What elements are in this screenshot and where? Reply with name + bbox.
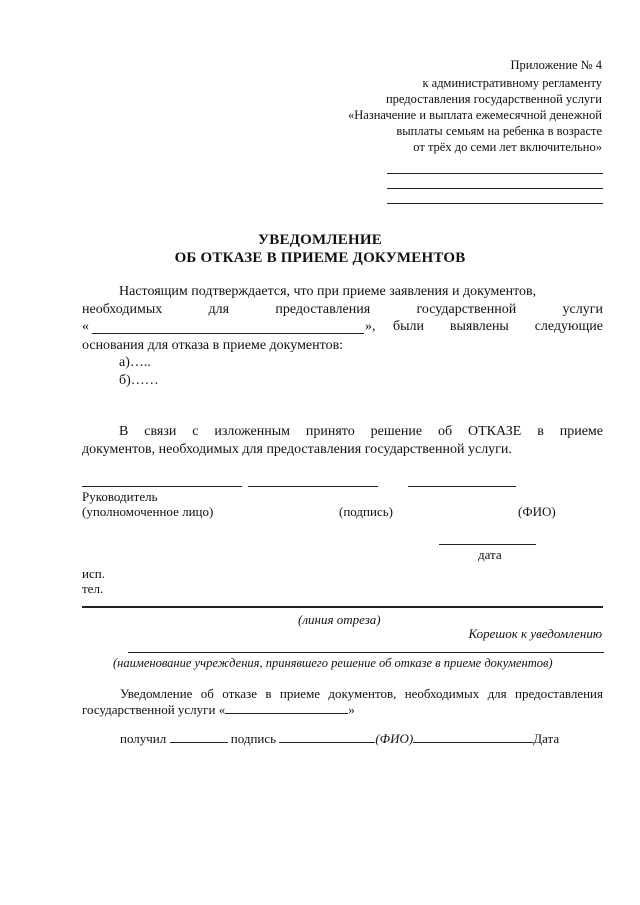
receipt-date-label: Дата <box>533 731 560 746</box>
signature-caption: (подпись) <box>339 504 393 519</box>
header-blank-line <box>387 203 603 204</box>
document-subtitle: ОБ ОТКАЗЕ В ПРИЕМЕ ДОКУМЕНТОВ <box>174 250 466 266</box>
reason-item-b: б)…… <box>119 373 159 388</box>
receipt-signature-label: подпись <box>230 731 277 746</box>
appendix-header <box>348 57 602 155</box>
body-word: услуги <box>562 302 603 317</box>
stub-service-prefix: государственной услуги « <box>82 702 226 717</box>
head-label: Руководитель <box>82 489 158 504</box>
appendix-ref-line: от трёх до семи лет включительно» <box>413 140 602 154</box>
appendix-ref-line: выплаты семьям на ребенка в возрасте <box>396 124 602 138</box>
appendix-ref-line: к административному регламенту <box>422 76 602 90</box>
body-line: основания для отказа в приеме документов: <box>82 338 344 353</box>
appendix-ref-line: «Назначение и выплата ежемесячной денежной <box>347 108 602 122</box>
executor-label: исп. <box>82 566 105 581</box>
service-name-blank <box>92 333 364 334</box>
quote-close: », <box>365 319 376 334</box>
receipt-signature-blank <box>279 732 375 743</box>
decision-line: В связи с изложенным принято решение об ОТКАЗЕ в приеме <box>119 424 603 439</box>
stub-notice-line: Уведомление об отказе в приеме документов, необходимых для предоставления <box>120 686 603 701</box>
receipt-fio-blank <box>413 732 533 743</box>
name-caption: (ФИО) <box>518 504 556 519</box>
head-signature-line <box>82 486 242 487</box>
decision-line: документов, необходимых для предоставления государственной услуги. <box>82 442 512 457</box>
body-word: необходимых <box>82 302 163 317</box>
body-word: государственной <box>416 302 517 317</box>
receipt-line <box>120 731 559 747</box>
institution-caption: (наименование учреждения, принявшего решение об отказе в приеме документов) <box>113 656 553 670</box>
stub-title: Корешок к уведомлению <box>468 626 602 641</box>
body-word: были <box>393 319 425 334</box>
body-line <box>82 301 603 319</box>
authorized-person-label: (уполномоченное лицо) <box>82 504 214 519</box>
name-line <box>408 486 516 487</box>
body-word: для <box>208 302 230 317</box>
receipt-fio-label: (ФИО) <box>375 731 414 746</box>
appendix-ref-line: предоставления государственной услуги <box>385 92 602 106</box>
header-blank-line <box>387 173 603 174</box>
phone-label: тел. <box>82 581 104 596</box>
received-label: получил <box>120 731 167 746</box>
cut-line-caption: (линия отреза) <box>298 612 381 627</box>
body-word: выявлены <box>449 319 509 334</box>
body-line: Настоящим подтверждается, что при приеме заявления и документов, <box>119 284 537 299</box>
appendix-number: Приложение № 4 <box>510 58 602 72</box>
stub-service-blank <box>225 703 348 714</box>
stub-service-suffix: » <box>348 702 355 717</box>
body-word: следующие <box>534 319 603 334</box>
body-word: предоставления <box>275 302 371 317</box>
body-line <box>393 319 603 335</box>
stub-notice-line <box>82 702 355 718</box>
date-line <box>439 544 536 545</box>
reason-item-a: а)….. <box>119 355 151 370</box>
institution-line <box>128 652 604 653</box>
quote-open: « <box>82 319 89 334</box>
received-blank <box>170 732 228 743</box>
header-blank-line <box>387 188 603 189</box>
document-title: УВЕДОМЛЕНИЕ <box>258 232 382 248</box>
date-caption: дата <box>478 547 502 562</box>
signature-line <box>248 486 378 487</box>
cut-line <box>82 606 603 608</box>
